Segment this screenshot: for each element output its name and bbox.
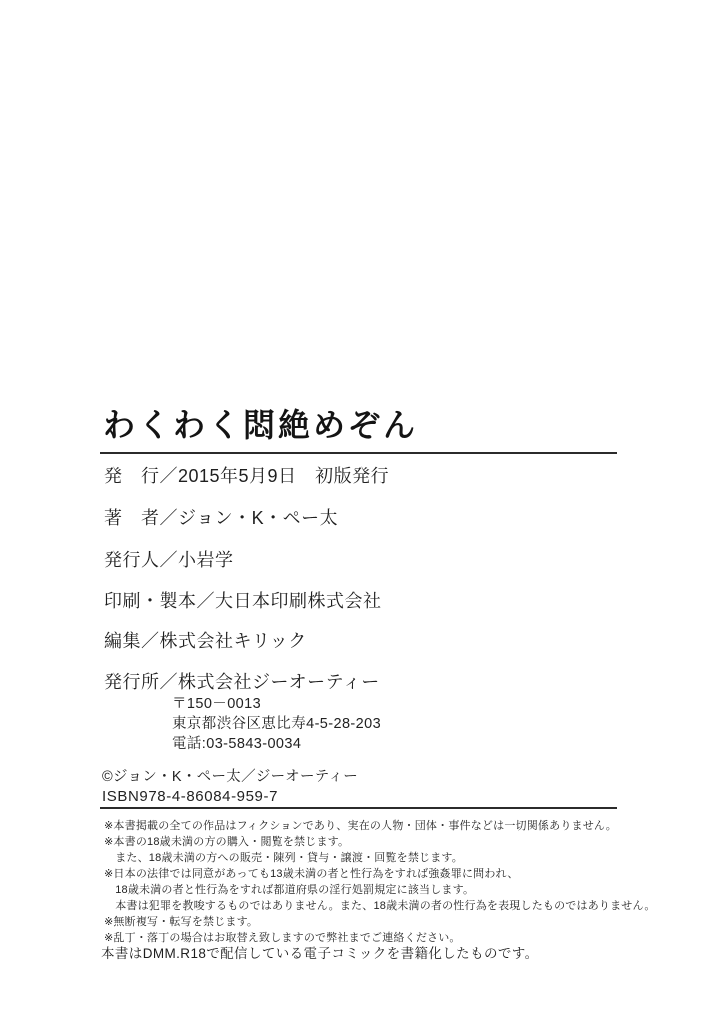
notice-line: 18歳未満の者と性行為をすれば都道府県の淫行処罰規定に該当します。 <box>104 884 475 896</box>
publisher-address-block <box>172 694 381 754</box>
divider-bottom <box>100 807 617 809</box>
isbn-line: ISBN978-4-86084-959-7 <box>102 788 279 805</box>
book-title: わくわく悶絶めぞん <box>103 407 419 443</box>
divider-top <box>100 452 617 454</box>
dmm-footnote: 本書はDMM.R18で配信している電子コミックを書籍化したものです。 <box>101 946 539 961</box>
publisher-person-row: 発行人／小岩学 <box>104 550 234 570</box>
notices-block <box>104 818 656 946</box>
street-address: 東京都渋谷区恵比寿4-5-28-203 <box>172 716 382 732</box>
notice-line: ※乱丁・落丁の場合はお取替え致しますので弊社までご連絡ください。 <box>104 932 461 944</box>
notice-line: また、18歳未満の方への販売・陳列・貸与・譲渡・回覧を禁じます。 <box>104 852 463 864</box>
notice-line: ※日本の法律では同意があっても13歳未満の者と性行為をすれば強姦罪に問われ、 <box>104 868 519 880</box>
publication-date-row: 発 行／2015年5月9日 初版発行 <box>104 466 390 486</box>
notice-line: ※本書掲載の全ての作品はフィクションであり、実在の人物・団体・事件などは一切関係ありません。 <box>104 820 617 832</box>
notice-line: ※本書の18歳未満の方の購入・閲覧を禁じます。 <box>104 836 350 848</box>
phone-number: 電話:03-5843-0034 <box>172 736 302 752</box>
author-row: 著 者／ジョン・K・ペー太 <box>104 508 339 528</box>
notice-line: 本書は犯罪を教唆するものではありません。また、18歳未満の者の性行為を表現したものではありません。 <box>104 900 656 912</box>
publishing-office-row: 発行所／株式会社ジーオーティー <box>104 672 380 692</box>
notice-line: ※無断複写・転写を禁じます。 <box>104 916 259 928</box>
editor-row: 編集／株式会社キリック <box>104 631 307 651</box>
printer-row: 印刷・製本／大日本印刷株式会社 <box>104 591 382 611</box>
postal-code: 〒150－0013 <box>172 696 262 712</box>
copyright-line: ©ジョン・K・ペー太／ジーオーティー <box>102 769 359 785</box>
